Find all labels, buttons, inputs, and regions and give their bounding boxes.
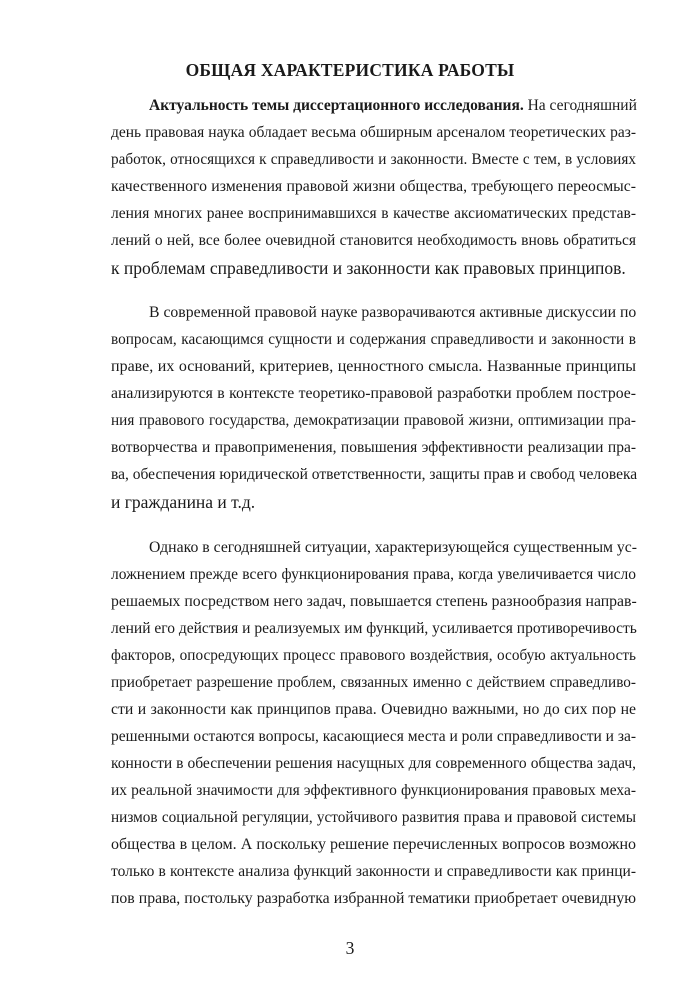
paragraph-3-line: решенными остаются вопросы, касающиеся места и роли справедливости и за- [111, 728, 636, 745]
paragraph-2-line: ния правового государства, демократизации правовой жизни, оптимизации пра- [111, 412, 636, 429]
page-title: ОБЩАЯ ХАРАКТЕРИСТИКА РАБОТЫ [185, 60, 515, 80]
paragraph-1-line: к проблемам справедливости и законности как правовых принципов. [111, 258, 626, 278]
paragraph-3-line: решаемых посредством него задач, повышается степень разнообразия направ- [111, 593, 637, 610]
paragraph-3-line: лений его действия и реализуемых им функций, усиливается противоречивость [111, 620, 637, 637]
paragraph-1-line: лений о ней, все более очевидной становится необходимость вновь обратиться [111, 232, 636, 249]
paragraph-2-line: В современной правовой науке разворачиваются активные дискуссии по [149, 304, 637, 321]
paragraph-1-line-1-rest: На сегодняшний [523, 97, 637, 114]
paragraph-3-line: ложнением прежде всего функционирования права, когда увеличивается число [111, 566, 636, 583]
page-number: 3 [345, 938, 355, 958]
paragraph-3-line: сти и законности как принципов права. Очевидно важными, но до сих пор не [111, 701, 636, 718]
paragraph-3-line: низмов социальной регуляции, устойчивого развития права и правовой системы [111, 809, 636, 826]
paragraph-3-line: их реальной значимости для эффективного функционирования правовых меха- [111, 782, 636, 799]
paragraph-2-line: и гражданина и т.д. [111, 492, 256, 512]
paragraph-3-line: только в контексте анализа функций законности и справедливости как принци- [111, 863, 636, 880]
paragraph-2-line: вопросам, касающимся сущности и содержания справедливости и законности в [111, 331, 636, 348]
paragraph-1-line-1 [149, 95, 636, 117]
paragraph-3-line: пов права, постольку разработка избранной тематики приобретает очевидную [111, 890, 636, 907]
paragraph-1-line: день правовая наука обладает весьма обширным арсеналом теоретических раз- [111, 124, 636, 141]
paragraph-2-line: анализируются в контексте теоретико-правовой разработки проблем построе- [111, 385, 636, 402]
paragraph-1-line: работок, относящихся к справедливости и законности. Вместе с тем, в условиях [111, 151, 636, 168]
paragraph-2-line: праве, их оснований, критериев, ценностного смысла. Названные принципы [111, 358, 636, 375]
paragraph-3-line: общества в целом. А поскольку решение перечисленных вопросов возможно [111, 836, 636, 853]
paragraph-1-line: ления многих ранее воспринимавшихся в качестве аксиоматических представ- [111, 205, 636, 222]
paragraph-3-line: Однако в сегодняшней ситуации, характеризующейся существенным ус- [149, 539, 638, 556]
paragraph-3-line: факторов, опосредующих процесс правового воздействия, особую актуальность [111, 647, 636, 664]
paragraph-3-line: приобретает разрешение проблем, связанных именно с действием справедливо- [111, 674, 636, 691]
paragraph-3-line: конности в обеспечении решения насущных для современного общества задач, [111, 755, 636, 772]
paragraph-1-line: качественного изменения правовой жизни общества, требующего переосмыс- [111, 178, 636, 195]
paragraph-1-lead: Актуальность темы диссертационного исследования. [149, 97, 524, 114]
paragraph-2-line: ва, обеспечения юридической ответственности, защиты прав и свобод человека [111, 466, 638, 483]
paragraph-2-line: вотворчества и правоприменения, повышения эффективности реализации пра- [111, 439, 636, 456]
